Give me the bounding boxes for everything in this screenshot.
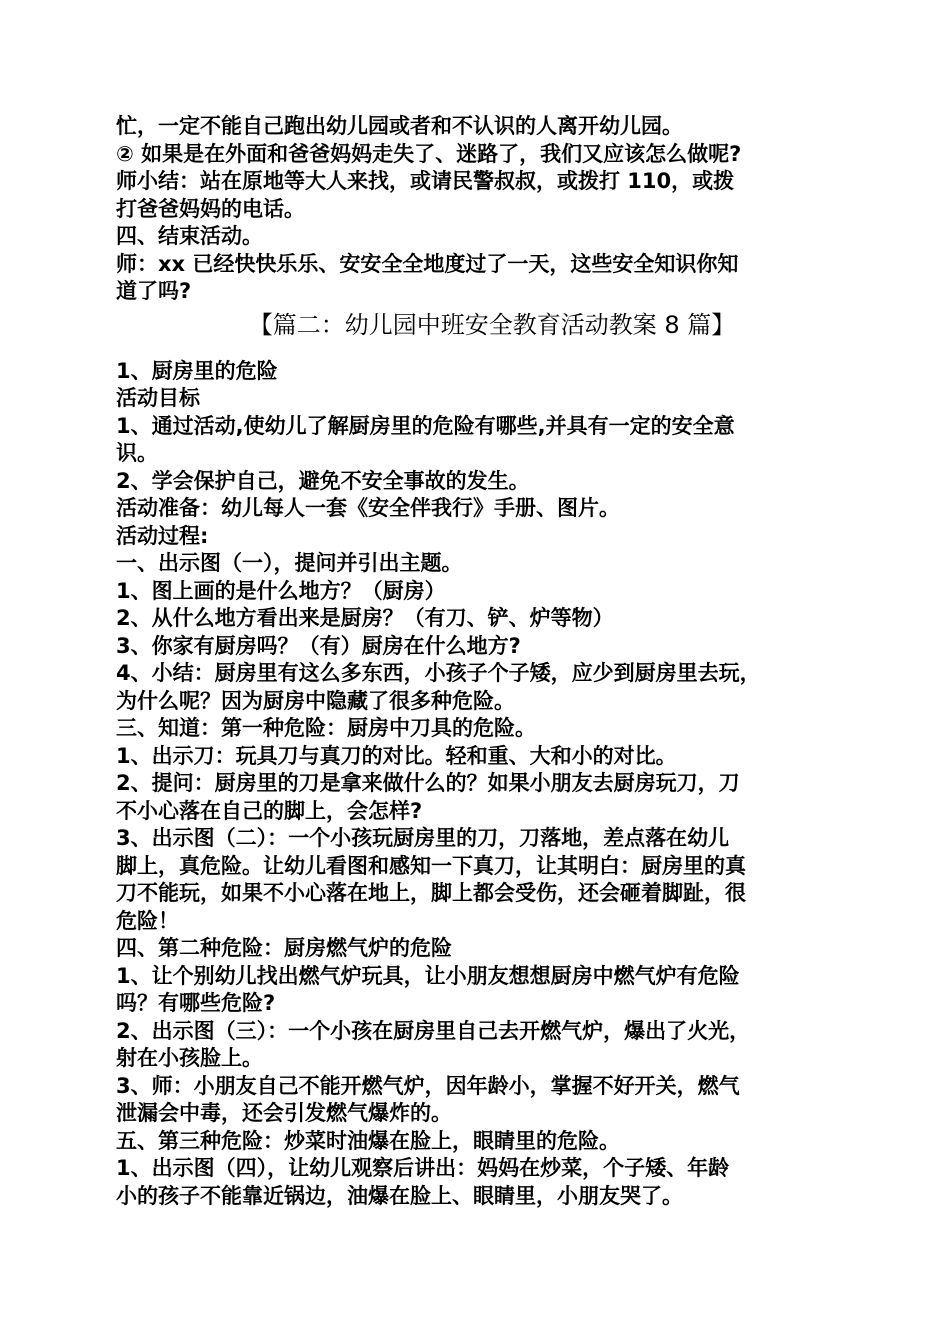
- text-line: 四、第二种危险：厨房燃气炉的危险: [116, 936, 452, 960]
- text-line: 识。: [116, 441, 158, 465]
- text-line: ② 如果是在外面和爸爸妈妈走失了、迷路了，我们又应该怎么做呢?: [116, 141, 742, 166]
- text-line: 一、出示图（一），提问并引出主题。: [116, 551, 463, 575]
- text-line: 四、结束活动。: [116, 224, 263, 248]
- text-line: 2、学会保护自己，避免不安全事故的发生。: [116, 468, 530, 493]
- text-line: 五、第三种危险：炒菜时油爆在脸上，眼睛里的危险。: [116, 1128, 620, 1153]
- text-line: 师小结：站在原地等大人来找，或请民警叔叔，或拨打 110，或拨: [116, 169, 735, 193]
- text-line: 1、图上画的是什么地方？（厨房）: [116, 578, 446, 603]
- document-body: [116, 113, 846, 1210]
- text-line: 2、出示图（三）：一个小孩在厨房里自己去开燃气炉，爆出了火光，: [116, 1018, 751, 1043]
- text-line: 3、出示图（二）：一个小孩玩厨房里的刀，刀落地，差点落在幼儿: [116, 826, 730, 850]
- text-line: 射在小孩脸上。: [116, 1046, 263, 1070]
- text-line: 三、知道：第一种危险：厨房中刀具的危险。: [116, 716, 536, 740]
- text-line: 1、让个别幼儿找出燃气炉玩具，让小朋友想想厨房中燃气炉有危险: [116, 963, 740, 988]
- text-line: 活动目标: [116, 386, 200, 410]
- text-line: 脚上，真危险。让幼儿看图和感知一下真刀，让其明白：厨房里的真: [116, 853, 746, 878]
- text-line: 1、通过活动,使幼儿了解厨房里的危险有哪些,并具有一定的安全意: [116, 413, 735, 438]
- text-block-before: [116, 113, 846, 306]
- text-line: 活动过程:: [116, 523, 209, 548]
- text-line: 危险！: [116, 908, 179, 933]
- text-line: 3、你家有厨房吗？（有）厨房在什么地方?: [116, 633, 521, 658]
- text-line: 2、从什么地方看出来是厨房？（有刀、铲、炉等物）: [116, 606, 614, 630]
- text-line: 4、小结：厨房里有这么多东西，小孩子个子矮，应少到厨房里去玩，: [116, 661, 761, 685]
- text-line: 2、提问：厨房里的刀是拿来做什么的？如果小朋友去厨房玩刀，刀: [116, 771, 740, 795]
- text-line: 师：xx 已经快快乐乐、安安全全地度过了一天，这些安全知识你知: [116, 251, 739, 276]
- text-line: 小的孩子不能靠近锅边，油爆在脸上、眼睛里，小朋友哭了。: [116, 1183, 683, 1208]
- text-line: 活动准备：幼儿每人一套《安全伴我行》手册、图片。: [116, 496, 620, 520]
- text-line: 忙，一定不能自己跑出幼儿园或者和不认识的人离开幼儿园。: [116, 114, 683, 138]
- text-line: 3、师：小朋友自己不能开燃气炉，因年龄小，掌握不好开关，燃气: [116, 1073, 740, 1098]
- text-line: 不小心落在自己的脚上，会怎样?: [116, 798, 423, 823]
- text-line: 刀不能玩，如果不小心落在地上，脚上都会受伤，还会砸着脚趾，很: [116, 881, 746, 905]
- text-line: 泄漏会中毒，还会引发燃气爆炸的。: [116, 1101, 452, 1125]
- text-line: 道了吗?: [116, 279, 192, 303]
- section-heading: 【篇二：幼儿园中班安全教育活动教案 8 篇】: [248, 310, 736, 339]
- text-line: 为什么呢？因为厨房中隐藏了很多种危险。: [116, 688, 515, 713]
- text-line: 1、出示图（四），让幼儿观察后讲出：妈妈在炒菜，个子矮、年龄: [116, 1156, 730, 1180]
- text-line: 吗？有哪些危险?: [116, 991, 276, 1015]
- text-line: 1、出示刀：玩具刀与真刀的对比。轻和重、大和小的对比。: [116, 743, 677, 768]
- text-line: 打爸爸妈妈的电话。: [116, 196, 305, 221]
- text-line: 1、厨房里的危险: [116, 358, 278, 383]
- text-block-after: [116, 358, 846, 1211]
